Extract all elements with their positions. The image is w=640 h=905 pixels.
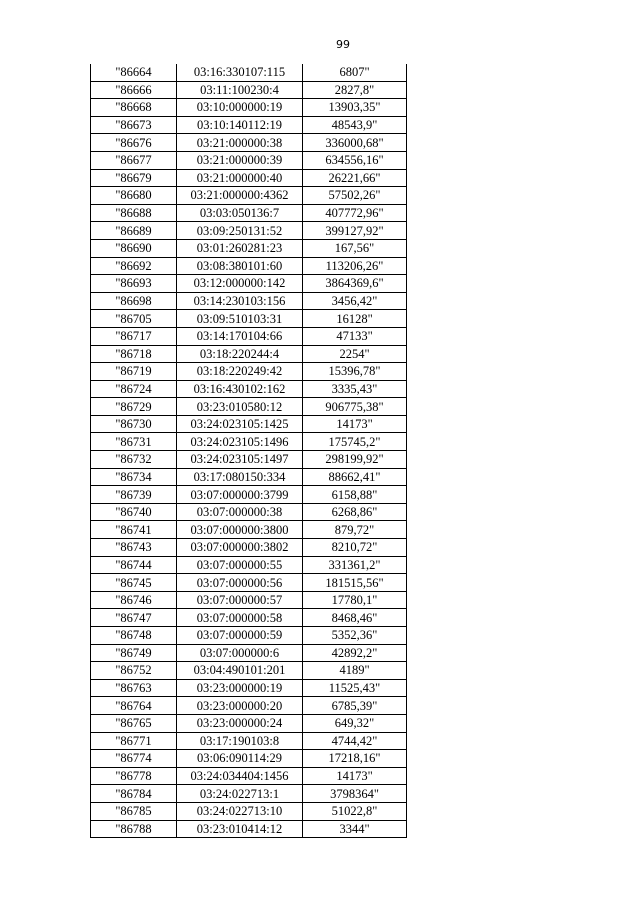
cadastral-code-cell: 03:07:000000:3800 xyxy=(177,521,303,539)
record-id-cell: "86745 xyxy=(91,574,177,592)
table-row xyxy=(91,222,407,240)
record-id-cell: "86698 xyxy=(91,292,177,310)
table-row xyxy=(91,539,407,557)
value-cell: 4744,42" xyxy=(303,732,407,750)
table-row xyxy=(91,363,407,381)
record-id-cell: "86732 xyxy=(91,451,177,469)
cadastral-code-cell: 03:14:170104:66 xyxy=(177,327,303,345)
record-id-cell: "86676 xyxy=(91,134,177,152)
table-row xyxy=(91,451,407,469)
table-row xyxy=(91,627,407,645)
record-id-cell: "86748 xyxy=(91,627,177,645)
record-id-cell: "86690 xyxy=(91,239,177,257)
table-row xyxy=(91,609,407,627)
cadastral-code-cell: 03:10:140112:19 xyxy=(177,116,303,134)
cadastral-code-cell: 03:07:000000:38 xyxy=(177,503,303,521)
value-cell: 16128" xyxy=(303,310,407,328)
value-cell: 167,56" xyxy=(303,239,407,257)
value-cell: 57502,26" xyxy=(303,187,407,205)
table-row xyxy=(91,134,407,152)
table-row xyxy=(91,574,407,592)
table-row xyxy=(91,151,407,169)
table-row xyxy=(91,169,407,187)
cadastral-code-cell: 03:11:100230:4 xyxy=(177,81,303,99)
cadastral-code-cell: 03:17:080150:334 xyxy=(177,468,303,486)
record-id-cell: "86717 xyxy=(91,327,177,345)
table-row xyxy=(91,521,407,539)
record-id-cell: "86752 xyxy=(91,662,177,680)
table-row xyxy=(91,99,407,117)
table-row xyxy=(91,662,407,680)
record-id-cell: "86692 xyxy=(91,257,177,275)
table-row xyxy=(91,732,407,750)
value-cell: 906775,38" xyxy=(303,398,407,416)
table-row xyxy=(91,785,407,803)
record-id-cell: "86680 xyxy=(91,187,177,205)
cadastral-code-cell: 03:23:010414:12 xyxy=(177,820,303,838)
value-cell: 6785,39" xyxy=(303,697,407,715)
cadastral-code-cell: 03:23:010580:12 xyxy=(177,398,303,416)
table-row xyxy=(91,820,407,838)
table-row xyxy=(91,556,407,574)
cadastral-code-cell: 03:23:000000:20 xyxy=(177,697,303,715)
record-id-cell: "86719 xyxy=(91,363,177,381)
record-id-cell: "86724 xyxy=(91,380,177,398)
record-id-cell: "86744 xyxy=(91,556,177,574)
record-id-cell: "86668 xyxy=(91,99,177,117)
cadastral-code-cell: 03:17:190103:8 xyxy=(177,732,303,750)
cadastral-code-cell: 03:07:000000:55 xyxy=(177,556,303,574)
record-id-cell: "86705 xyxy=(91,310,177,328)
value-cell: 14173" xyxy=(303,415,407,433)
value-cell: 47133" xyxy=(303,327,407,345)
value-cell: 6268,86" xyxy=(303,503,407,521)
record-id-cell: "86729 xyxy=(91,398,177,416)
table-row xyxy=(91,697,407,715)
cadastral-code-cell: 03:24:022713:1 xyxy=(177,785,303,803)
record-id-cell: "86778 xyxy=(91,767,177,785)
record-id-cell: "86739 xyxy=(91,486,177,504)
record-id-cell: "86771 xyxy=(91,732,177,750)
cadastral-code-cell: 03:07:000000:3799 xyxy=(177,486,303,504)
cadastral-code-cell: 03:07:000000:56 xyxy=(177,574,303,592)
value-cell: 175745,2" xyxy=(303,433,407,451)
value-cell: 634556,16" xyxy=(303,151,407,169)
records-table-body xyxy=(91,64,407,838)
cadastral-code-cell: 03:24:023105:1496 xyxy=(177,433,303,451)
value-cell: 6158,88" xyxy=(303,486,407,504)
value-cell: 17218,16" xyxy=(303,750,407,768)
cadastral-code-cell: 03:24:023105:1425 xyxy=(177,415,303,433)
value-cell: 15396,78" xyxy=(303,363,407,381)
record-id-cell: "86730 xyxy=(91,415,177,433)
record-id-cell: "86689 xyxy=(91,222,177,240)
value-cell: 3344" xyxy=(303,820,407,838)
record-id-cell: "86784 xyxy=(91,785,177,803)
value-cell: 3864369,6" xyxy=(303,275,407,293)
value-cell: 42892,2" xyxy=(303,644,407,662)
value-cell: 26221,66" xyxy=(303,169,407,187)
page-number: 99 xyxy=(336,38,350,51)
record-id-cell: "86747 xyxy=(91,609,177,627)
value-cell: 3335,43" xyxy=(303,380,407,398)
cadastral-code-cell: 03:21:000000:40 xyxy=(177,169,303,187)
record-id-cell: "86788 xyxy=(91,820,177,838)
record-id-cell: "86746 xyxy=(91,591,177,609)
table-row xyxy=(91,714,407,732)
value-cell: 17780,1" xyxy=(303,591,407,609)
value-cell: 2827,8" xyxy=(303,81,407,99)
cadastral-code-cell: 03:12:000000:142 xyxy=(177,275,303,293)
table-row xyxy=(91,591,407,609)
cadastral-code-cell: 03:07:000000:3802 xyxy=(177,539,303,557)
value-cell: 88662,41" xyxy=(303,468,407,486)
value-cell: 48543,9" xyxy=(303,116,407,134)
table-row xyxy=(91,239,407,257)
table-row xyxy=(91,64,407,81)
value-cell: 51022,8" xyxy=(303,802,407,820)
table-row xyxy=(91,644,407,662)
cadastral-code-cell: 03:07:000000:6 xyxy=(177,644,303,662)
table-row xyxy=(91,750,407,768)
record-id-cell: "86731 xyxy=(91,433,177,451)
cadastral-code-cell: 03:03:050136:7 xyxy=(177,204,303,222)
table-row xyxy=(91,802,407,820)
cadastral-code-cell: 03:23:000000:19 xyxy=(177,679,303,697)
cadastral-code-cell: 03:07:000000:59 xyxy=(177,627,303,645)
value-cell: 399127,92" xyxy=(303,222,407,240)
table-row xyxy=(91,433,407,451)
cadastral-code-cell: 03:18:220249:42 xyxy=(177,363,303,381)
table-row xyxy=(91,679,407,697)
record-id-cell: "86743 xyxy=(91,539,177,557)
value-cell: 4189" xyxy=(303,662,407,680)
table-row xyxy=(91,767,407,785)
table-row xyxy=(91,187,407,205)
table-row xyxy=(91,486,407,504)
value-cell: 5352,36" xyxy=(303,627,407,645)
value-cell: 6807" xyxy=(303,64,407,81)
table-row xyxy=(91,380,407,398)
value-cell: 331361,2" xyxy=(303,556,407,574)
record-id-cell: "86688 xyxy=(91,204,177,222)
cadastral-code-cell: 03:21:000000:38 xyxy=(177,134,303,152)
cadastral-code-cell: 03:18:220244:4 xyxy=(177,345,303,363)
table-row xyxy=(91,398,407,416)
cadastral-code-cell: 03:09:250131:52 xyxy=(177,222,303,240)
value-cell: 879,72" xyxy=(303,521,407,539)
record-id-cell: "86693 xyxy=(91,275,177,293)
value-cell: 336000,68" xyxy=(303,134,407,152)
cadastral-code-cell: 03:21:000000:39 xyxy=(177,151,303,169)
value-cell: 407772,96" xyxy=(303,204,407,222)
table-row xyxy=(91,345,407,363)
record-id-cell: "86763 xyxy=(91,679,177,697)
table-row xyxy=(91,468,407,486)
value-cell: 14173" xyxy=(303,767,407,785)
table-row xyxy=(91,292,407,310)
cadastral-code-cell: 03:16:430102:162 xyxy=(177,380,303,398)
record-id-cell: "86765 xyxy=(91,714,177,732)
value-cell: 113206,26" xyxy=(303,257,407,275)
cadastral-code-cell: 03:09:510103:31 xyxy=(177,310,303,328)
record-id-cell: "86679 xyxy=(91,169,177,187)
value-cell: 298199,92" xyxy=(303,451,407,469)
record-id-cell: "86718 xyxy=(91,345,177,363)
table-row xyxy=(91,204,407,222)
cadastral-code-cell: 03:24:023105:1497 xyxy=(177,451,303,469)
cadastral-code-cell: 03:01:260281:23 xyxy=(177,239,303,257)
table-row xyxy=(91,327,407,345)
value-cell: 181515,56" xyxy=(303,574,407,592)
cadastral-code-cell: 03:06:090114:29 xyxy=(177,750,303,768)
cadastral-code-cell: 03:04:490101:201 xyxy=(177,662,303,680)
table-row xyxy=(91,81,407,99)
cadastral-code-cell: 03:08:380101:60 xyxy=(177,257,303,275)
cadastral-code-cell: 03:21:000000:4362 xyxy=(177,187,303,205)
value-cell: 649,32" xyxy=(303,714,407,732)
value-cell: 11525,43" xyxy=(303,679,407,697)
value-cell: 13903,35" xyxy=(303,99,407,117)
cadastral-code-cell: 03:10:000000:19 xyxy=(177,99,303,117)
records-table xyxy=(90,64,407,838)
record-id-cell: "86673 xyxy=(91,116,177,134)
record-id-cell: "86774 xyxy=(91,750,177,768)
cadastral-code-cell: 03:16:330107:115 xyxy=(177,64,303,81)
record-id-cell: "86741 xyxy=(91,521,177,539)
table-row xyxy=(91,310,407,328)
record-id-cell: "86740 xyxy=(91,503,177,521)
cadastral-code-cell: 03:07:000000:57 xyxy=(177,591,303,609)
table-row xyxy=(91,275,407,293)
value-cell: 8468,46" xyxy=(303,609,407,627)
record-id-cell: "86785 xyxy=(91,802,177,820)
record-id-cell: "86666 xyxy=(91,81,177,99)
table-row xyxy=(91,503,407,521)
record-id-cell: "86664 xyxy=(91,64,177,81)
record-id-cell: "86749 xyxy=(91,644,177,662)
cadastral-code-cell: 03:14:230103:156 xyxy=(177,292,303,310)
record-id-cell: "86734 xyxy=(91,468,177,486)
value-cell: 2254" xyxy=(303,345,407,363)
cadastral-code-cell: 03:07:000000:58 xyxy=(177,609,303,627)
cadastral-code-cell: 03:24:034404:1456 xyxy=(177,767,303,785)
record-id-cell: "86764 xyxy=(91,697,177,715)
table-row xyxy=(91,116,407,134)
value-cell: 3456,42" xyxy=(303,292,407,310)
record-id-cell: "86677 xyxy=(91,151,177,169)
value-cell: 8210,72" xyxy=(303,539,407,557)
table-row xyxy=(91,415,407,433)
cadastral-code-cell: 03:23:000000:24 xyxy=(177,714,303,732)
cadastral-code-cell: 03:24:022713:10 xyxy=(177,802,303,820)
table-row xyxy=(91,257,407,275)
value-cell: 3798364" xyxy=(303,785,407,803)
